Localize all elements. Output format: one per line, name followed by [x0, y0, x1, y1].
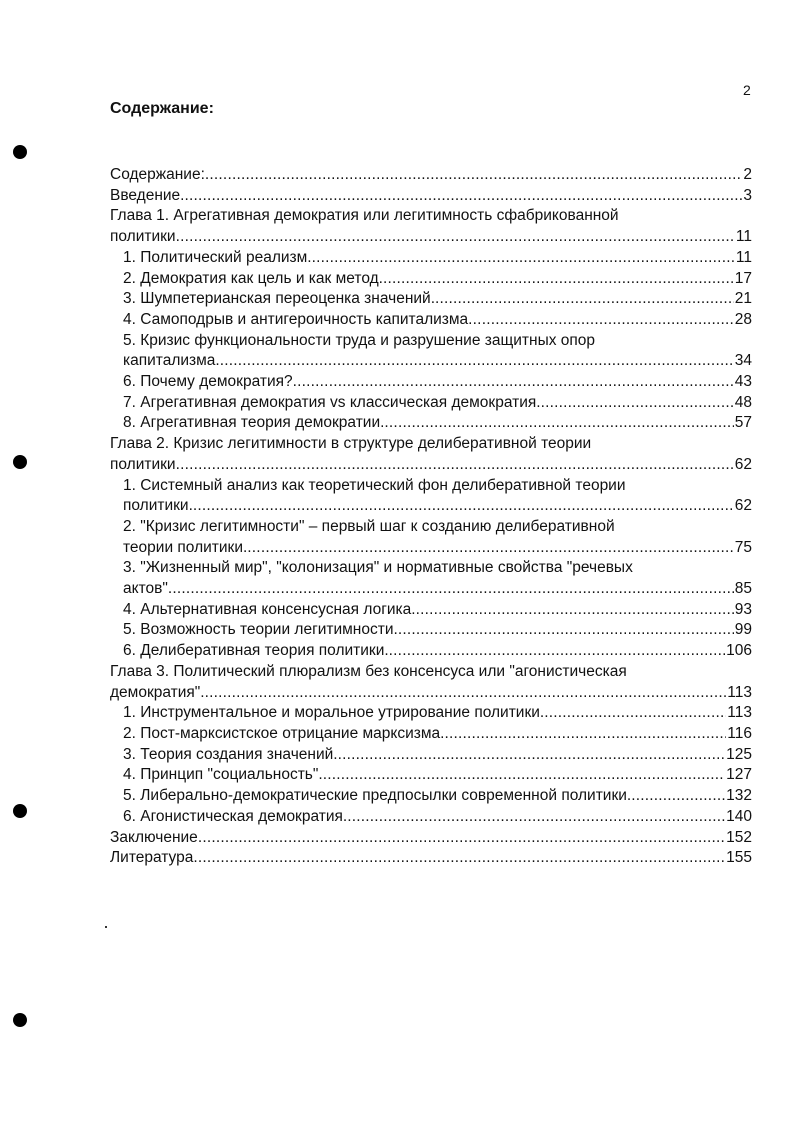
dot-leader	[323, 765, 725, 786]
dot-leader	[293, 372, 734, 393]
toc-entry[interactable]	[110, 724, 752, 745]
toc-entry-title: Содержание:	[110, 166, 205, 183]
toc-entry[interactable]	[110, 310, 752, 331]
dot-leader	[398, 620, 734, 641]
page-number: 2	[743, 82, 751, 98]
toc-page-number: 140	[726, 807, 752, 825]
punch-hole	[13, 455, 27, 469]
toc-page-number: 132	[726, 787, 752, 805]
toc-entry-title: 1. Политический реализм.	[123, 248, 312, 266]
toc-entry-title-line: Глава 3. Политический плюрализм без консенсуса или "агонистическая	[110, 662, 627, 680]
toc-entry[interactable]	[110, 393, 752, 414]
toc-entry[interactable]	[110, 765, 752, 786]
dot-leader	[168, 579, 734, 600]
dot-leader	[468, 310, 734, 331]
toc-entry-title-line: 2. "Кризис легитимности" – первый шаг к созданию делиберативной	[123, 517, 615, 535]
toc-entry-title: демократия".	[110, 683, 205, 701]
toc-page-number: 21	[734, 290, 752, 308]
toc-page-number: 11	[735, 228, 752, 246]
toc-entry-title-line: 5. Кризис функциональности труда и разрушение защитных опор	[123, 331, 596, 349]
toc-entry-title: 3. Теория создания значений.	[123, 745, 338, 763]
dot-leader	[176, 455, 734, 476]
dot-leader	[435, 289, 734, 310]
toc-entry[interactable]	[110, 206, 752, 247]
toc-page-number: 93	[734, 600, 752, 618]
dot-leader	[544, 703, 726, 724]
toc-entry-title: политики	[110, 455, 176, 473]
toc-page-number: 152	[726, 828, 752, 846]
toc-entry-title: 6. Агонистическая демократия.	[123, 807, 348, 825]
toc-page-number: 99	[734, 621, 752, 639]
toc-entry[interactable]	[110, 165, 752, 186]
toc-page-number: 43	[734, 373, 752, 391]
toc-entry[interactable]	[110, 807, 752, 828]
toc-page-number: 75	[734, 538, 752, 556]
dot-leader	[312, 248, 735, 269]
toc-entry-title: политики.	[123, 497, 193, 515]
toc-page-number: 113	[727, 683, 752, 701]
toc-entry[interactable]	[110, 828, 752, 849]
toc-page-number: 2	[743, 166, 752, 183]
dot-leader	[198, 828, 725, 849]
toc-entry-title: 1. Инструментальное и моральное утрирование политики.	[123, 704, 545, 722]
toc-page-number: 125	[726, 745, 752, 763]
toc-entry-title: 7. Агрегативная демократия vs классическая демократия.	[123, 393, 541, 411]
toc-page-number: 17	[734, 269, 752, 287]
dot-leader	[193, 496, 734, 517]
toc-entry-title: 5. Возможность теории легитимности.	[123, 621, 398, 639]
toc-entry-title: 4. Принцип "социальность".	[123, 766, 323, 784]
toc-page-number: 85	[734, 580, 752, 598]
toc-entry-title-line: 3. "Жизненный мир", "колонизация" и нормативные свойства "речевых	[123, 559, 633, 577]
toc-entry[interactable]	[110, 517, 752, 558]
toc-entry[interactable]	[110, 289, 752, 310]
toc-entry-title: политики	[110, 228, 176, 246]
toc-entry[interactable]	[110, 745, 752, 766]
dot-leader	[541, 393, 734, 414]
toc-entry-title: капитализма.	[123, 352, 220, 370]
toc-entry-title: 6. Делиберативная теория политики.	[123, 642, 389, 660]
toc-page-number: 116	[727, 724, 752, 742]
toc-entry-title: Литература	[110, 849, 194, 867]
punch-hole	[13, 1013, 27, 1027]
dot-leader	[383, 269, 734, 290]
dot-leader	[185, 186, 743, 207]
toc-page-number: 127	[726, 766, 752, 784]
toc-entry-title-line: Глава 2. Кризис легитимности в структуре делиберативной теории	[110, 435, 592, 453]
dot-leader	[389, 641, 725, 662]
toc-page-number: 155	[726, 849, 752, 867]
toc-entry[interactable]	[110, 476, 752, 517]
dot-leader	[631, 786, 725, 807]
toc-entry-title: 3. Шумпетерианская переоценка значений.	[123, 290, 435, 308]
dot-leader	[444, 724, 726, 745]
toc-entry[interactable]	[110, 848, 752, 869]
toc-entry[interactable]	[110, 413, 752, 434]
dot-leader	[193, 848, 725, 869]
toc-entry-title-line: 1. Системный анализ как теоретический фон делиберативной теории	[123, 476, 626, 494]
toc-entry-title: теории политики.	[123, 538, 248, 556]
toc-entry-title: 5. Либерально-демократические предпосылки современной политики.	[123, 787, 632, 805]
toc-page-number: 48	[734, 393, 752, 411]
dot-leader	[384, 413, 733, 434]
toc-entry[interactable]	[110, 434, 752, 475]
toc-entry[interactable]	[110, 620, 752, 641]
toc-entry[interactable]	[110, 331, 752, 372]
toc-page-number: 11	[735, 248, 752, 266]
dot-leader	[176, 227, 735, 248]
toc-page-number: 3	[743, 186, 752, 204]
dot-leader	[205, 165, 742, 186]
dot-leader	[247, 538, 733, 559]
toc-entry-title-line: Глава 1. Агрегативная демократия или легитимность сфабрикованной	[110, 207, 619, 225]
dot-leader	[205, 683, 727, 704]
toc-entry[interactable]	[110, 600, 752, 621]
toc-entry[interactable]	[110, 269, 752, 290]
punch-hole	[13, 804, 27, 818]
dot-leader	[220, 351, 734, 372]
toc-entry[interactable]	[110, 662, 752, 703]
scan-speck	[105, 926, 107, 928]
dot-leader	[416, 600, 734, 621]
toc-page-number: 62	[734, 497, 752, 515]
toc-entry-title: 4. Самоподрыв и антигероичность капитализма	[123, 310, 469, 328]
toc-entry[interactable]	[110, 558, 752, 599]
toc-page-number: 113	[727, 704, 752, 722]
toc-entry-title: 4. Альтернативная консенсусная логика.	[123, 600, 416, 618]
toc-page-number: 34	[734, 352, 752, 370]
toc-page-number: 57	[734, 414, 752, 432]
toc-entry[interactable]	[110, 641, 752, 662]
toc-entry-title: Введение.	[110, 186, 185, 204]
toc-page-number: 106	[726, 642, 752, 660]
punch-hole	[13, 145, 27, 159]
toc-entry[interactable]	[110, 786, 752, 807]
toc-entry-title: 2. Пост-марксистское отрицание марксизма.	[123, 724, 445, 742]
toc-entry-title: 2. Демократия как цель и как метод.	[123, 269, 383, 287]
toc-page-number: 28	[734, 310, 752, 328]
toc-entry-title: актов"	[123, 580, 168, 598]
toc-entry-title: 8. Агрегативная теория демократии.	[123, 414, 385, 432]
toc-entry[interactable]	[110, 703, 752, 724]
table-of-contents	[110, 165, 752, 869]
dot-leader	[347, 807, 725, 828]
toc-entry-title: 6. Почему демократия?	[123, 373, 293, 391]
dot-leader	[338, 745, 726, 766]
page-title: Содержание:	[110, 100, 214, 117]
toc-page-number: 62	[734, 455, 752, 473]
toc-entry[interactable]	[110, 248, 752, 269]
toc-entry[interactable]	[110, 186, 752, 207]
toc-entry-title: Заключение	[110, 828, 198, 846]
toc-entry[interactable]	[110, 372, 752, 393]
